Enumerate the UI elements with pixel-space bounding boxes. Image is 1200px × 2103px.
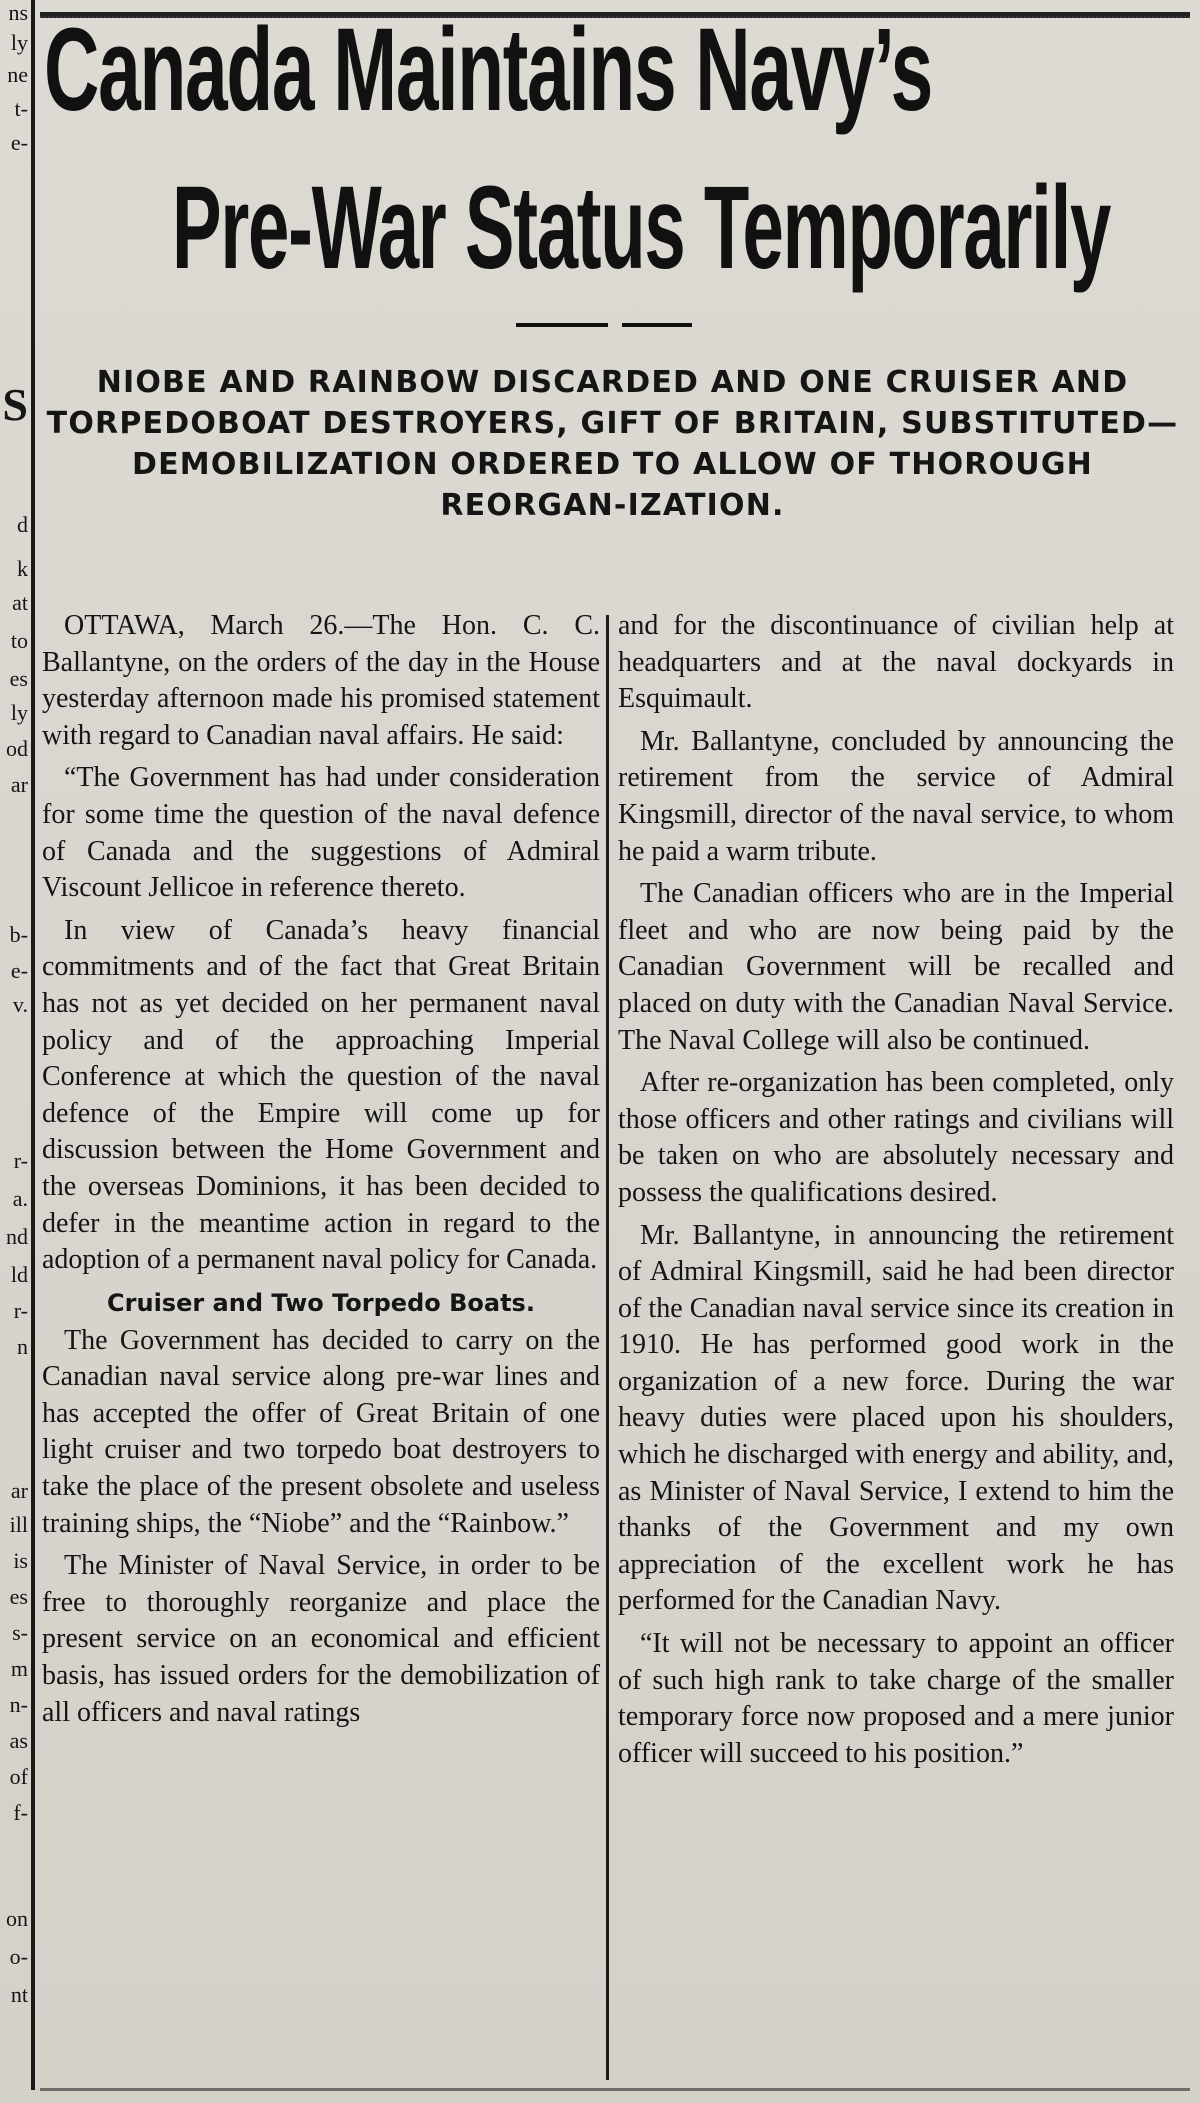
paragraph: The Government has decided to carry on the Canadian naval service along pre-war lines and has accepted the offer of Great Britain of one light cruiser and two torpedo boat destroyers to take the place of the present obsolete and useless training ships, the “Niobe” and the “Rainbow.” [42,1324,600,1539]
fragment: es [9,666,28,691]
bottom-border-rule [40,2088,1190,2091]
fragment: k [17,556,28,581]
article-column-left [42,608,600,1737]
fragment: ly [10,30,28,55]
fragment: ill [9,1512,28,1537]
fragment: to [10,628,28,653]
column-rule [606,615,609,2080]
fragment: ar [10,1478,28,1503]
fragment: e- [10,130,28,155]
headline-dash [516,323,608,327]
fragment: nd [6,1224,28,1249]
paragraph: Mr. Ballantyne, concluded by announcing the retirement from the service of Admiral Kingsmill, director of the naval service, to whom he paid a warm tribute. [618,725,1174,867]
fragment: ne [7,62,28,87]
fragment: f- [13,1800,28,1825]
headline-line-2: Pre-War Status Temporarily [172,162,1111,294]
fragment: of [9,1764,28,1789]
fragment: r- [13,1298,28,1323]
fragment: b- [9,922,28,947]
fragment: o- [9,1944,28,1969]
paragraph: OTTAWA, March 26.—The Hon. C. C. Ballantyne, on the orders of the day in the House yesterday afternoon made his promised statement with regard to Canadian naval affairs. He said: [42,610,600,751]
fragment: as [9,1728,28,1753]
fragment: S [2,380,28,430]
paragraph: “The Government has had under consideration for some time the question of the naval defence of Canada and the suggestions of Admiral Viscount Jellicoe in reference thereto. [42,762,600,904]
paragraph: The Canadian officers who are in the Imperial fleet and who are now being paid by the Canadian Government will be recalled and placed on duty with the Canadian Naval Service. The Naval College will also be continued. [618,878,1174,1056]
fragment: d [17,512,28,537]
fragment: a. [12,1186,28,1211]
fragment: t- [14,96,28,121]
fragment: n [17,1334,28,1359]
fragment: od [6,736,28,761]
adjacent-column-fragments [0,0,30,2103]
column-divider-rule [31,0,35,2090]
paragraph: Mr. Ballantyne, in announcing the retirement of Admiral Kingsmill, said he had been director of the Canadian naval service since its creation in 1910. He has performed good work in the organization of a new force. During the war heavy duties were placed upon his shoulders, which he discharged with energy and ability, and, as Minister of Naval Service, I extend to him the thanks of the Government and my own appreciation of the excellent work he has performed for the Canadian Navy. [618,1219,1174,1617]
fragment: ns [8,0,28,25]
fragment: m [10,1656,28,1681]
fragment: n- [9,1692,28,1717]
fragment: is [13,1548,28,1573]
fragment: ar [10,772,28,797]
fragment: on [6,1906,28,1931]
paragraph: “It will not be necessary to appoint an officer of such high rank to take charge of the smaller temporary force now proposed and a mere junior officer will succeed to his position.” [618,1628,1174,1769]
fragment: s- [12,1620,28,1645]
fragment: at [12,590,28,615]
paragraph: and for the discontinuance of civilian help at headquarters and at the naval dockyards in Esquimault. [618,610,1174,715]
subheadline-deck: NIOBE AND RAINBOW DISCARDED AND ONE CRUISER AND TORPEDOBOAT DESTROYERS, GIFT OF BRITAIN, SUBSTITUTED—DEMOBILIZATION ORDERED TO ALLOW OF THOROUGH REORGAN-IZATION. [46,365,1179,523]
paragraph: In view of Canada’s heavy financial commitments and of the fact that Great Britain has not as yet decided on her permanent naval policy and of the approaching Imperial Conference at which the question of the naval defence of the Empire will come up for discussion between the Home Government and the overseas Dominions, it has been decided to defer in the meantime action in regard to the adoption of a permanent naval policy for Canada. [42,914,600,1276]
fragment: nt [10,1982,28,2007]
paragraph: The Minister of Naval Service, in order to be free to thoroughly reorganize and place the present service on an economical and efficient basis, has issued orders for the demobilization of all officers and naval ratings [42,1550,600,1728]
fragment: e- [10,958,28,983]
headline-line-1: Canada Maintains Navy’s [44,4,932,136]
fragment: r- [13,1148,28,1173]
headline-dash [622,323,692,327]
fragment: ld [10,1262,28,1287]
section-subhead: Cruiser and Two Torpedo Boats. [107,1288,535,1317]
fragment: v. [12,992,28,1017]
paragraph: After re-organization has been completed, only those officers and other ratings and civilians will be taken on who are absolutely necessary and possess the qualifications desired. [618,1067,1174,1208]
fragment: es [9,1584,28,1609]
article-column-right [618,608,1174,1778]
fragment: ly [10,700,28,725]
